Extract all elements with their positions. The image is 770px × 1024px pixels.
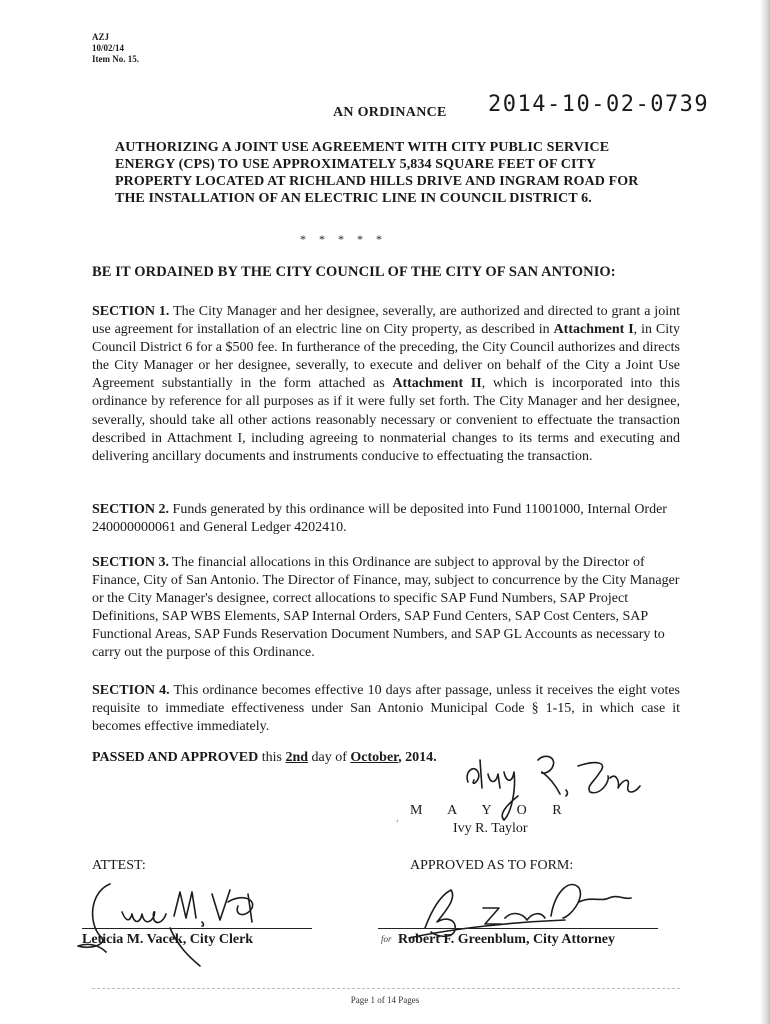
section-2	[92, 501, 680, 537]
attachment-1-ref: Attachment I	[553, 322, 634, 338]
passed-day: 2nd	[285, 750, 309, 765]
approved-as-to-form-label: APPROVED AS TO FORM:	[410, 858, 574, 873]
section-3-heading: SECTION 3.	[92, 555, 170, 570]
section-4-heading: SECTION 4.	[92, 683, 170, 698]
attorney-for-prefix: for	[381, 934, 392, 944]
city-clerk-name: Leticia M. Vacek, City Clerk	[82, 932, 254, 947]
section-1-text-c: , which is incorporated into this ordinance by reference for all purposes as if it were fully set forth. The City Manager and her designee, severally, should take all other actions reasonably necessary or convenient to effectuate the transaction described in Attachment I, including agreeing to nonmaterial changes to its terms and executing and delivering ancillary documents and instruments conducive to effectuating the transaction.	[92, 376, 680, 464]
header-initials: AZJ	[92, 32, 110, 42]
section-4	[92, 682, 680, 736]
passed-year: , 2014.	[398, 750, 437, 765]
attest-label: ATTEST:	[92, 858, 146, 873]
section-1-heading: SECTION 1.	[92, 304, 170, 319]
section-1-text-a: The City Manager and her designee, severally, are authorized and directed to grant a joint use agreement for installation of an electric line on City property, as described in	[92, 304, 680, 338]
enacting-clause: BE IT ORDAINED BY THE CITY COUNCIL OF THE CITY OF SAN ANTONIO:	[92, 264, 616, 280]
passed-this: this	[258, 750, 286, 765]
passed-month: October	[350, 750, 399, 765]
section-3-text: The financial allocations in this Ordinance are subject to approval by the Director of Finance, City of San Antonio. The Director of Finance, may, subject to concurrence by the City Manager or the City Manager's designee, correct allocations to specific SAP Fund Numbers, SAP Project Definitions, SAP WBS Elements, SAP Internal Orders, SAP Fund Centers, SAP Cost Centers, SAP Functional Areas, SAP Funds Reservation Document Numbers, and SAP GL Accounts as necessary to carry out the purpose of this Ordinance.	[92, 555, 680, 661]
section-2-heading: SECTION 2.	[92, 502, 170, 517]
page-number-footer: Page 1 of 14 Pages	[350, 995, 420, 1005]
clerk-signature	[70, 872, 290, 972]
ordinance-label: AN ORDINANCE	[333, 105, 447, 120]
ordinance-caption: AUTHORIZING A JOINT USE AGREEMENT WITH CITY PUBLIC SERVICE ENERGY (CPS) TO USE APPROXIMATELY 5,834 SQUARE FEET OF CITY PROPERTY LOCATED AT RICHLAND HILLS DRIVE AND INGRAM ROAD FOR THE INSTALLATION OF AN ELECTRIC LINE IN COUNCIL DISTRICT 6.	[115, 140, 639, 206]
section-2-text: Funds generated by this ordinance will be deposited into Fund 11001000, Internal Order 240000000061 and General Ledger 4202410.	[92, 502, 667, 536]
mayor-title: M A Y O R	[410, 803, 562, 818]
page-edge-shadow	[760, 0, 770, 1024]
section-4-text: This ordinance becomes effective 10 days after passage, unless it receives the eight votes requisite to immediate effectiveness under San Antonio Municipal Code § 1-15, in which case it becomes effective immediately.	[92, 683, 680, 735]
mayor-name: Ivy R. Taylor	[453, 821, 528, 836]
ordinance-number-stamp: 2014-10-02-0739	[488, 92, 710, 117]
section-1	[92, 303, 680, 466]
attorney-signature-line	[378, 928, 658, 929]
footer-rule	[92, 988, 680, 989]
attachment-2-ref: Attachment II	[392, 376, 482, 392]
header-item-number: Item No. 15.	[92, 54, 139, 64]
document-header	[92, 32, 139, 65]
passed-label: PASSED AND APPROVED	[92, 750, 259, 765]
header-date: 10/02/14	[92, 43, 125, 53]
city-attorney-name: Robert F. Greenblum, City Attorney	[398, 932, 615, 947]
section-3	[92, 554, 680, 663]
section-1-text-b: , in City Council District 6 for a $500 fee. In furtherance of the preceding, the City Council authorizes and directs the City Manager or her designee, severally, to execute and deliver on behalf of the City a Joint Use Agreement substantially in the form attached as	[92, 322, 680, 392]
passed-and-approved-line	[92, 750, 437, 766]
passed-day-of: day of	[308, 750, 351, 765]
separator-stars: * * * * *	[300, 232, 382, 246]
mayor-line-tick: ,	[396, 812, 399, 824]
clerk-signature-line	[82, 928, 312, 929]
